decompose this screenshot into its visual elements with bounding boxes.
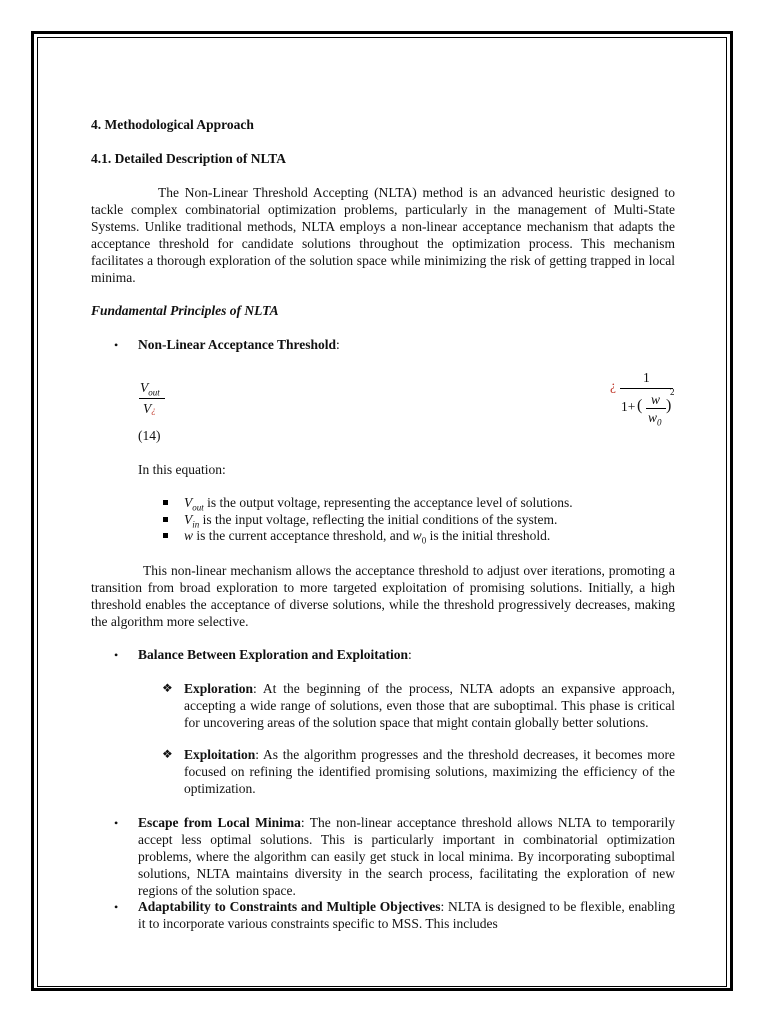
def-text: is the current acceptance threshold, and (193, 528, 413, 543)
sub-title: Exploitation (184, 747, 256, 762)
eq-rhs-inner-den-sub: 0 (657, 417, 662, 428)
def-symbol: w (184, 528, 194, 543)
bullet-title: Escape from Local Minima (138, 815, 301, 830)
square-bullet (163, 500, 168, 505)
eq-rhs-inner-num: w (651, 392, 661, 407)
section-heading: 4. Methodological Approach (91, 117, 254, 132)
eq-lhs-glyph: ¿ (151, 405, 156, 415)
def-symbol: V (184, 495, 193, 510)
eq-rhs-exponent: 2 (670, 387, 675, 397)
bullet-balance (138, 646, 412, 663)
def-sub: in (192, 519, 200, 530)
sub-exploitation (184, 746, 675, 797)
eq-lhs-num-symbol: V (140, 380, 149, 395)
eq-rhs-den-prefix: 1+ (621, 399, 636, 414)
eq-lhs-den (143, 400, 156, 419)
bullet-nonlinear-threshold (138, 336, 340, 353)
equation-number: (14) (138, 428, 161, 443)
def-sub: out (192, 502, 204, 513)
bullet-adaptability (138, 898, 675, 932)
def-symbol-2: w (412, 528, 422, 543)
square-bullet (163, 517, 168, 522)
bullet-text: : The non-linear acceptance threshold allows NLTA to temporarily accept less optimal solutions. This is particularly important in combinatorial optimization problems, where the algorithm can easily get stuck in local minima. By incorporating suboptimal solutions, NLTA maintains diversity in the search process, facilitating the exploration of new regions of the solution space. (138, 815, 676, 898)
def-text: is the input voltage, reflecting the initial conditions of the system. (199, 512, 558, 527)
sub-text: : As the algorithm progresses and the threshold decreases, it becomes more focused on refining the identified promising solutions, maximizing the efficiency of the optimization. (184, 747, 675, 796)
bullet-title: Non-Linear Acceptance Threshold (138, 337, 337, 352)
eq-lhs-den-symbol: V (143, 401, 152, 416)
eq-rhs-inner-den-symbol: w (648, 410, 658, 425)
bullet-colon: : (336, 337, 340, 352)
eq-rhs-glyph: ¿ (610, 378, 616, 393)
sub-title: Exploration (184, 681, 254, 696)
bullet-title: Adaptability to Constraints and Multiple Objectives (138, 899, 441, 914)
eq-rhs-right-paren: ) (666, 397, 672, 414)
def-text-2: is the initial threshold. (426, 528, 551, 543)
in-this-equation: In this equation: (138, 462, 226, 477)
bullet-dot: • (114, 816, 119, 830)
def-w (184, 527, 550, 550)
bullet-dot: • (114, 338, 119, 352)
eq-lhs-fraction-bar (139, 398, 165, 399)
bullet-colon: : (408, 647, 412, 662)
square-bullet (163, 533, 168, 538)
diamond-bullet: ❖ (162, 681, 173, 695)
eq-lhs-num-sub: out (148, 387, 160, 398)
bullet-title: Balance Between Exploration and Exploitation (138, 647, 409, 662)
diamond-bullet: ❖ (162, 747, 173, 761)
sub-exploration (184, 680, 675, 731)
principles-heading: Fundamental Principles of NLTA (91, 303, 279, 318)
eq-rhs-inner-den (648, 409, 662, 432)
eq-rhs-num: 1 (643, 370, 650, 385)
intro-paragraph: The Non-Linear Threshold Accepting (NLTA) method is an advanced heuristic designed to tackle complex combinatorial optimization problems, particularly in the management of Multi-State Systems. Unlike traditional methods, NLTA employs a non-linear acceptance mechanism that adapts the acceptance threshold for candidate solutions throughout the optimization process. This mechanism facilitates a thorough exploration of the solution space while minimizing the risk of getting trapped in local minima. (91, 185, 675, 285)
bullet-escape-local-minima (138, 814, 675, 899)
def-symbol: V (184, 512, 193, 527)
def-text: is the output voltage, representing the acceptance level of solutions. (203, 495, 573, 510)
def-sub-2: 0 (421, 535, 427, 546)
bullet-text: : NLTA is designed to be flexible, enabling it to incorporate various constraints specific to MSS. This includes (138, 899, 675, 931)
bullet-dot: • (114, 648, 119, 662)
sub-text: : At the beginning of the process, NLTA adopts an expansive approach, accepting a wide range of solutions, even those that are suboptimal. This phase is critical for uncovering areas of the solution space that might contain globally better solutions. (184, 681, 675, 730)
eq-rhs-fraction-bar (620, 388, 673, 389)
subsection-heading: 4.1. Detailed Description of NLTA (91, 151, 286, 166)
eq-rhs-left-paren: ( (637, 397, 643, 414)
paragraph-mechanism: This non-linear mechanism allows the acceptance threshold to adjust over iterations, promoting a transition from broad exploration to more targeted exploitation of promising solutions. Initially, a high threshold enables the acceptance of diverse solutions, while the threshold progressively decreases, making the algorithm more selective. (91, 563, 675, 629)
bullet-dot: • (114, 900, 119, 914)
